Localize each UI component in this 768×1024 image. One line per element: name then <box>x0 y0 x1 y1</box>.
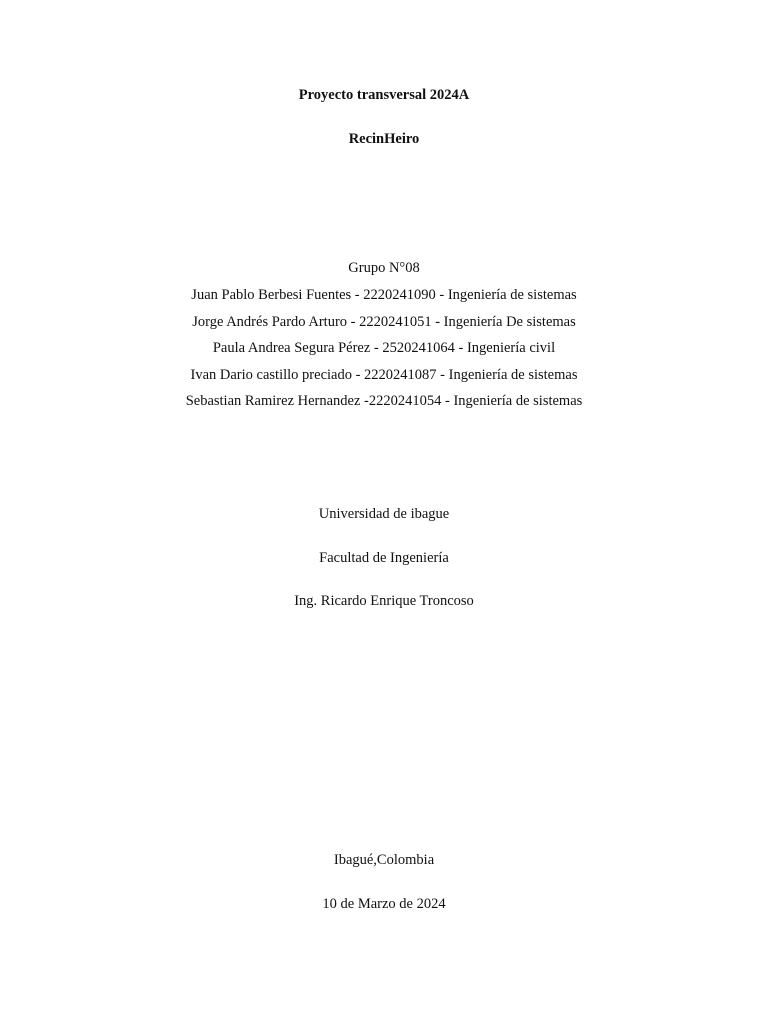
member-3: Paula Andrea Segura Pérez - 2520241064 - Ingeniería civil <box>212 340 556 356</box>
location: Ibagué,Colombia <box>333 852 435 868</box>
professor-name: Ing. Ricardo Enrique Troncoso <box>294 593 474 609</box>
faculty-name: Facultad de Ingeniería <box>319 550 449 566</box>
member-2: Jorge Andrés Pardo Arturo - 2220241051 - Ingeniería De sistemas <box>192 314 576 330</box>
member-5: Sebastian Ramirez Hernandez -2220241054 - Ingeniería de sistemas <box>185 393 583 409</box>
project-name: RecinHeiro <box>348 131 420 147</box>
group-label: Grupo N°08 <box>348 260 420 276</box>
date: 10 de Marzo de 2024 <box>322 896 446 912</box>
university-name: Universidad de ibague <box>318 506 450 522</box>
member-4: Ivan Dario castillo preciado - 2220241087 - Ingeniería de sistemas <box>190 367 578 383</box>
document-title: Proyecto transversal 2024A <box>298 87 470 103</box>
member-1: Juan Pablo Berbesi Fuentes - 2220241090 - Ingeniería de sistemas <box>191 287 577 303</box>
